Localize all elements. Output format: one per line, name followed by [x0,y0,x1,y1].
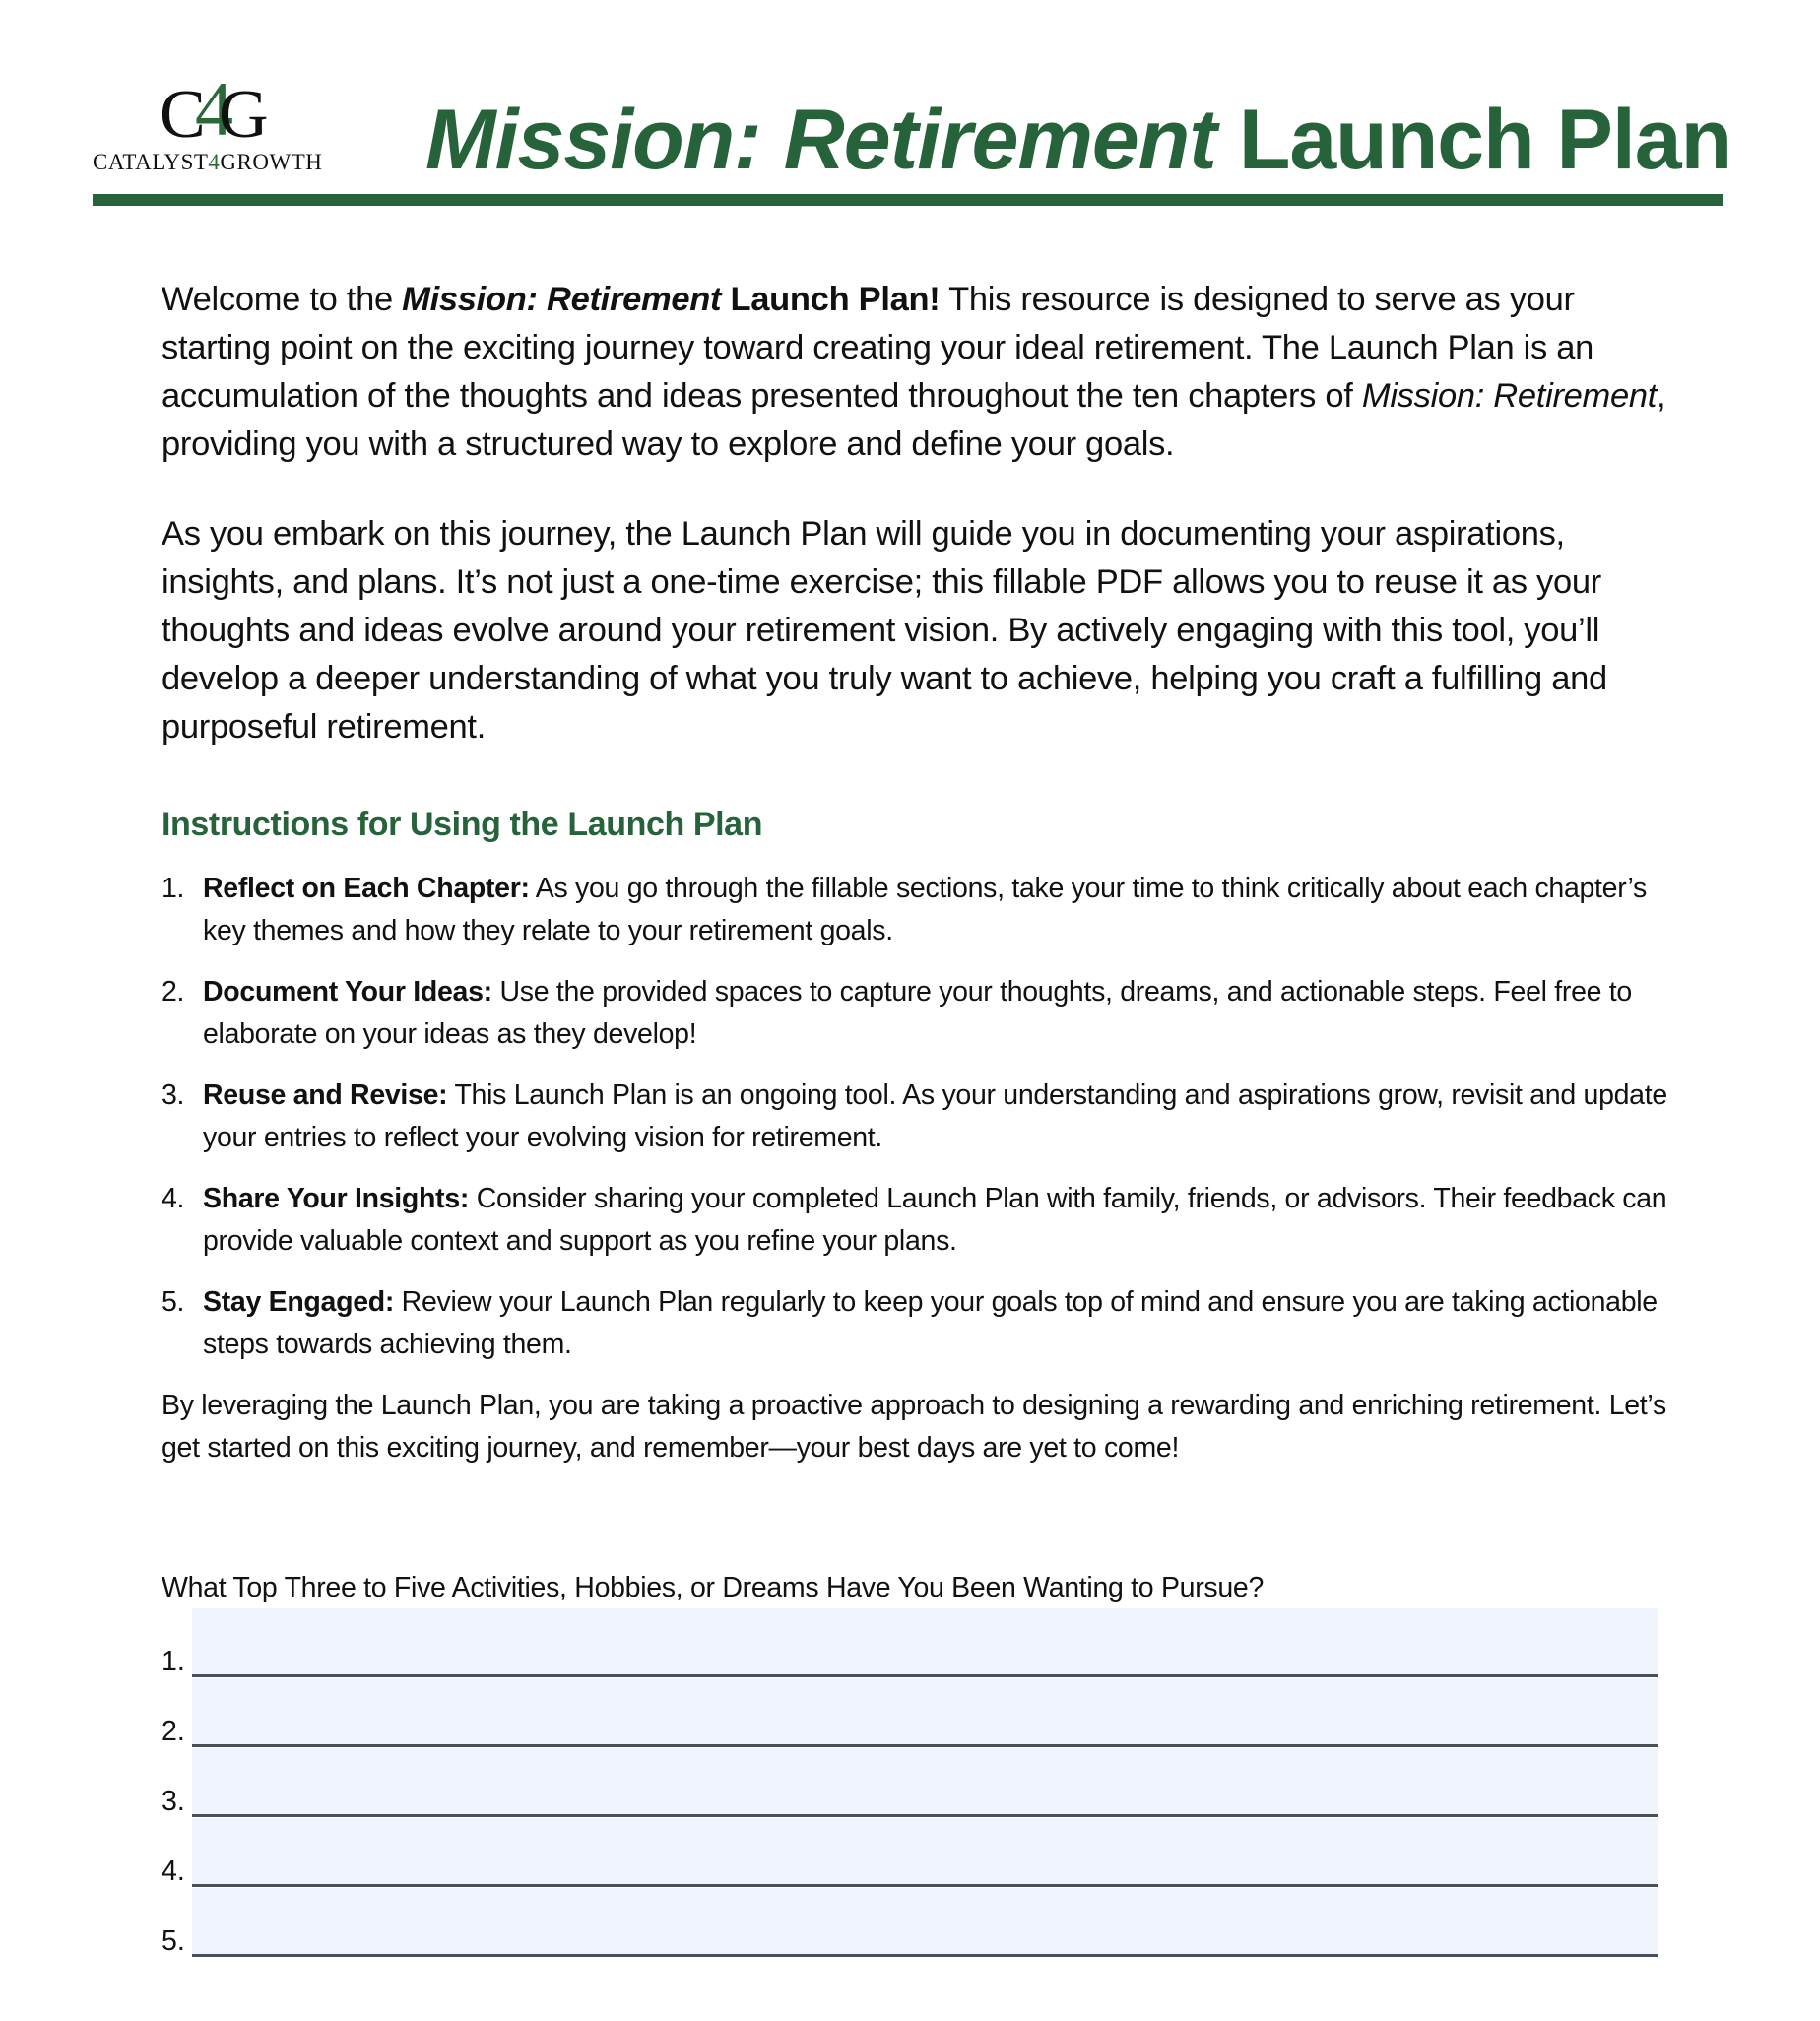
item-label: Share Your Insights: [203,1183,470,1214]
answer-row-3 [162,1747,1658,1817]
header-divider [93,194,1722,206]
intro-tail: , providing you with a structured way to explore and define your goals. [162,377,1666,463]
item-label: Document Your Ideas: [203,976,492,1008]
answer-field-2[interactable] [192,1678,1658,1747]
instruction-item [162,1178,1668,1263]
item-label: Reflect on Each Chapter: [203,873,530,904]
item-number: 4. [162,1183,185,1214]
intro-lead: Welcome to the [162,281,403,318]
form-question: What Top Three to Five Activities, Hobbies, or Dreams Have You Been Wanting to Pursue? [162,1572,1265,1603]
answer-row-2 [162,1677,1658,1747]
main-content [162,276,1668,1469]
logo-word-growth: GROWTH [220,150,323,174]
item-text: This Launch Plan is an ongoing tool. As your understanding and aspirations grow, revisit and update your entries to reflect your evolving vision for retirement. [203,1079,1667,1153]
answer-field-1[interactable] [192,1608,1658,1677]
answer-number: 1. [162,1646,185,1677]
instructions-heading: Instructions for Using the Launch Plan [162,806,763,843]
answer-number: 4. [162,1856,185,1887]
instruction-item [162,868,1668,952]
logo-mark-c: C [160,77,196,153]
instruction-item [162,1075,1668,1159]
logo-wordmark [93,150,322,175]
c4g-logo-mark [160,66,278,153]
item-number: 3. [162,1079,185,1111]
intro-bold-italic: Mission: Retirement [402,281,722,318]
item-number: 1. [162,873,185,904]
intro-paragraph-1 [162,276,1668,469]
logo-word-4: 4 [208,150,221,174]
answer-row-5 [162,1887,1658,1957]
answer-row-4 [162,1817,1658,1887]
answer-fields [162,1607,1658,1957]
logo-word-catalyst: CATALYST [93,150,209,174]
item-text: Review your Launch Plan regularly to keep your goals top of mind and ensure you are taking actionable steps towards achieving them. [203,1286,1658,1360]
instruction-item [162,1281,1668,1366]
intro-bold: Launch Plan! [721,281,941,318]
answer-row-1 [162,1607,1658,1677]
answer-field-3[interactable] [192,1748,1658,1817]
answer-number: 3. [162,1786,185,1817]
intro-rest: This resource is designed to serve as your starting point on the exciting journey toward creating your ideal retirement. The Launch Plan is an accumulation of the thoughts and ideas presented throughout the ten chapters of [162,281,1594,415]
answer-field-5[interactable] [192,1888,1658,1957]
closing-paragraph: By leveraging the Launch Plan, you are taking a proactive approach to designing a rewarding and enriching retirement. Let’s get started on this exciting journey, and remember—your best days are yet to come! [162,1390,1666,1464]
logo-mark-g: G [219,77,259,153]
item-label: Stay Engaged: [203,1286,395,1318]
title-italic: Mission: Retirement [425,93,1216,187]
item-text: As you go through the fillable sections, take your time to think critically about each chapter’s key themes and how they relate to your retirement goals. [203,873,1647,946]
intro-paragraph-2: As you embark on this journey, the Launch Plan will guide you in documenting your aspirations, insights, and plans. It’s not just a one-time exercise; this fillable PDF allows you to reuse it as your thoughts and ideas evolve around your retirement vision. By actively engaging with this tool, you’ll develop a deeper understanding of what you truly want to achieve, helping you craft a fulfilling and purposeful retirement. [162,515,1607,746]
instructions-list [162,868,1668,1366]
intro-italic: Mission: Retirement [1361,377,1658,415]
item-text: Consider sharing your completed Launch Plan with family, friends, or advisors. Their feedback can provide valuable context and support as you refine your plans. [203,1183,1667,1257]
instruction-item [162,971,1668,1056]
catalyst4growth-logo [93,66,339,179]
answer-number: 5. [162,1925,185,1957]
item-label: Reuse and Revise: [203,1079,448,1111]
logo-mark-4: 4 [195,66,224,152]
item-text: Use the provided spaces to capture your thoughts, dreams, and actionable steps. Feel free to elaborate on your ideas as they develop! [203,976,1632,1050]
answer-field-4[interactable] [192,1818,1658,1887]
item-number: 2. [162,976,185,1008]
answer-number: 2. [162,1716,185,1747]
item-number: 5. [162,1286,185,1318]
page-title [425,91,1731,189]
title-regular: Launch Plan [1215,93,1732,187]
